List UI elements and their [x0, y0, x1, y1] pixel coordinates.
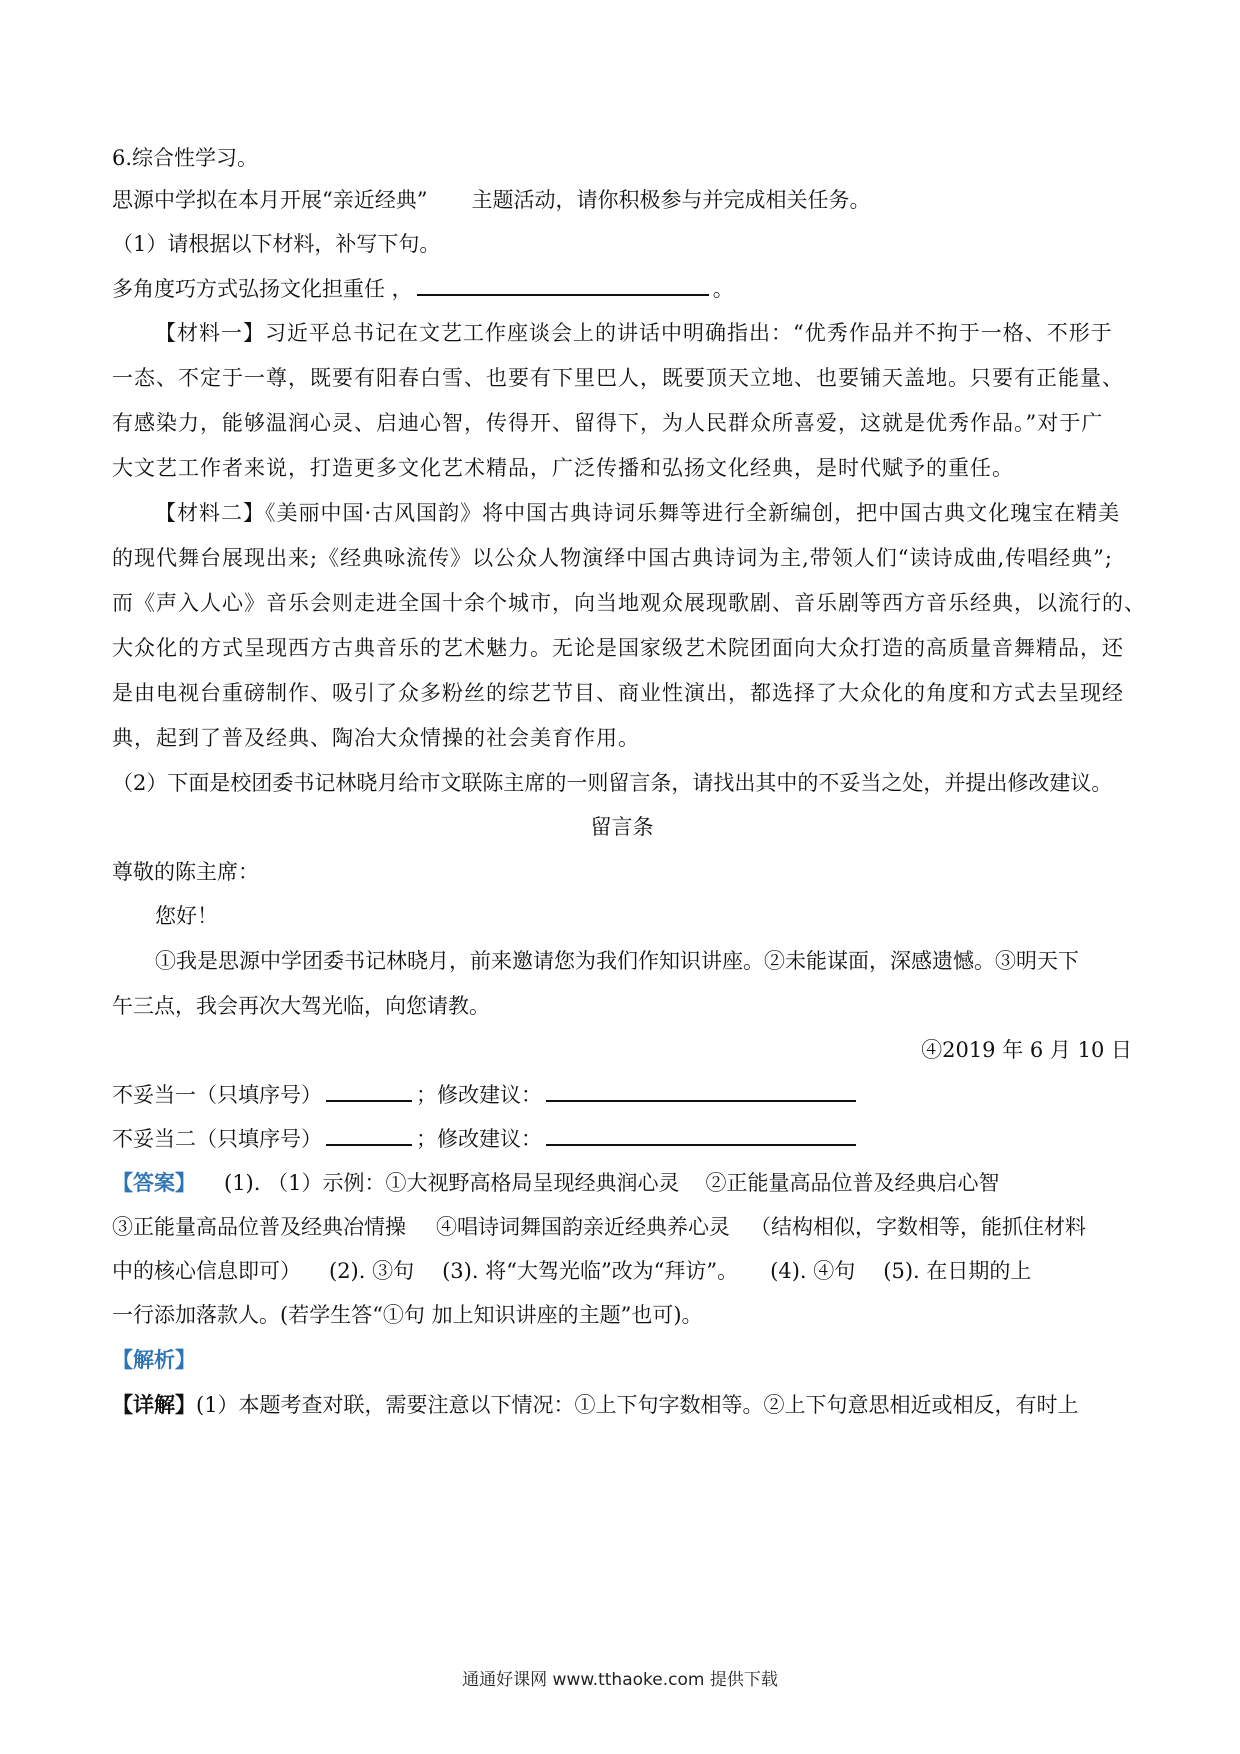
answer-line-2: [112, 1212, 1132, 1242]
material-1-line: 有感染力，能够温润心灵、启迪心智，传得开、留得下，为人民群众所喜爱，这就是优秀作品。”对于广: [112, 411, 1104, 435]
question-title: 6.综合性学习。: [112, 146, 259, 170]
material-2-line: 大众化的方式呈现西方古典音乐的艺术魅力。无论是国家级艺术院团面向大众打造的高质量音舞精品，还: [112, 636, 1124, 660]
analysis-tag: 【解析】: [112, 1347, 196, 1372]
fill-2-sep: ；修改建议：: [416, 1127, 542, 1151]
fill-row-1: [112, 1080, 1132, 1110]
fill-1-label: 不妥当一（只填序号）: [112, 1083, 322, 1107]
note-salutation: 尊敬的陈主席：: [112, 860, 259, 884]
material-2-line: 而《声入人心》音乐会则走进全国十余个城市，向当地观众展现歌剧、音乐剧等西方音乐经典，以流行的、: [112, 591, 1146, 615]
note-greeting: 您好！: [155, 904, 218, 928]
task-1-prompt: （1）请根据以下材料，补写下句。: [112, 232, 441, 256]
answer-line-4: 一行添加落款人。(若学生答“①句 加上知识讲座的主题”也可)。: [112, 1303, 703, 1327]
analysis-heading: [112, 1345, 1132, 1375]
fill-2-suggestion-blank[interactable]: [546, 1143, 856, 1146]
couplet-line: [112, 274, 1132, 304]
answer-text: (2). ③句: [329, 1259, 415, 1283]
answer-text: (5). 在日期的上: [883, 1259, 1032, 1283]
material-2-line: 【材料二】《美丽中国·古风国韵》将中国古典诗词乐舞等进行全新编创，把中国古典文化瑰宝在精美: [155, 501, 1121, 525]
answer-text: (3). 将“大驾光临”改为“拜访”。: [442, 1259, 739, 1283]
answer-text: (1). （1）示例：①大视野高格局呈现经典润心灵: [224, 1171, 680, 1195]
fill-1-suggestion-blank[interactable]: [546, 1099, 856, 1102]
analysis-detail: [112, 1390, 1132, 1420]
question-intro: [112, 185, 1132, 215]
task-2-prompt: （2）下面是校团委书记林晓月给市文联陈主席的一则留言条，请找出其中的不妥当之处，并提出修改建议。: [112, 771, 1113, 795]
note-body: 午三点，我会再次大驾光临，向您请教。: [112, 994, 490, 1018]
detail-text: (1）本题考查对联，需要注意以下情况：①上下句字数相等。②上下句意思相近或相反，有时上: [196, 1393, 1079, 1417]
answer-text: ③正能量高品位普及经典冶情操: [112, 1215, 406, 1239]
note-title: 留言条: [590, 815, 654, 839]
fill-1-number-blank[interactable]: [326, 1099, 412, 1102]
answer-tag: 【答案】: [112, 1170, 196, 1195]
detail-tag: 【详解】: [112, 1392, 196, 1417]
answer-text: ②正能量高品位普及经典启心智: [705, 1171, 1000, 1195]
note-body: ①我是思源中学团委书记林晓月，前来邀请您为我们作知识讲座。②未能谋面，深感遗憾。③明天下: [155, 949, 1079, 973]
note-date: ④2019 年 6 月 10 日: [921, 1038, 1132, 1062]
couplet-answer-blank[interactable]: [417, 293, 709, 296]
material-1-line: 大文艺工作者来说，打造更多文化艺术精品，广泛传播和弘扬文化经典，是时代赋予的重任。: [112, 456, 1014, 480]
fill-1-sep: ；修改建议：: [416, 1083, 542, 1107]
material-1-line: 【材料一】习近平总书记在文艺工作座谈会上的讲话中明确指出：“优秀作品并不拘于一格、不形于: [155, 321, 1113, 345]
intro-part-a: 思源中学拟在本月开展“亲近经典”: [112, 188, 428, 212]
answer-text: (4). ④句: [770, 1259, 856, 1283]
fill-2-number-blank[interactable]: [326, 1143, 412, 1146]
fill-2-label: 不妥当二（只填序号）: [112, 1127, 322, 1151]
page-footer: 通通好课网 www.tthaoke.com 提供下载: [462, 1670, 778, 1690]
material-2-line: 的现代舞台展现出来;《经典咏流传》以公众人物演绎中国古典诗词为主,带领人们“读诗成曲,传唱经典”;: [112, 546, 1113, 570]
material-2-line: 是由电视台重磅制作、吸引了众多粉丝的综艺节目、商业性演出，都选择了大众化的角度和方式去呈现经: [112, 681, 1124, 705]
couplet-prefix: 多角度巧方式弘扬文化担重任 ，: [112, 277, 413, 301]
intro-part-b: 主题活动，请你积极参与并完成相关任务。: [471, 188, 871, 212]
answer-line-1: [112, 1168, 1132, 1198]
answer-text: （结构相似，字数相等，能抓住材料: [750, 1215, 1086, 1239]
answer-text: 中的核心信息即可）: [112, 1259, 301, 1283]
fill-row-2: [112, 1124, 1132, 1154]
answer-text: ④唱诗词舞国韵亲近经典养心灵: [436, 1215, 730, 1239]
couplet-suffix: 。: [712, 277, 734, 301]
answer-line-3: [112, 1256, 1132, 1286]
material-1-line: 一态、不定于一尊，既要有阳春白雪、也要有下里巴人，既要顶天立地、也要铺天盖地。只要有正能量、: [112, 366, 1124, 390]
material-2-line: 典，起到了普及经典、陶冶大众情操的社会美育作用。: [112, 726, 640, 750]
